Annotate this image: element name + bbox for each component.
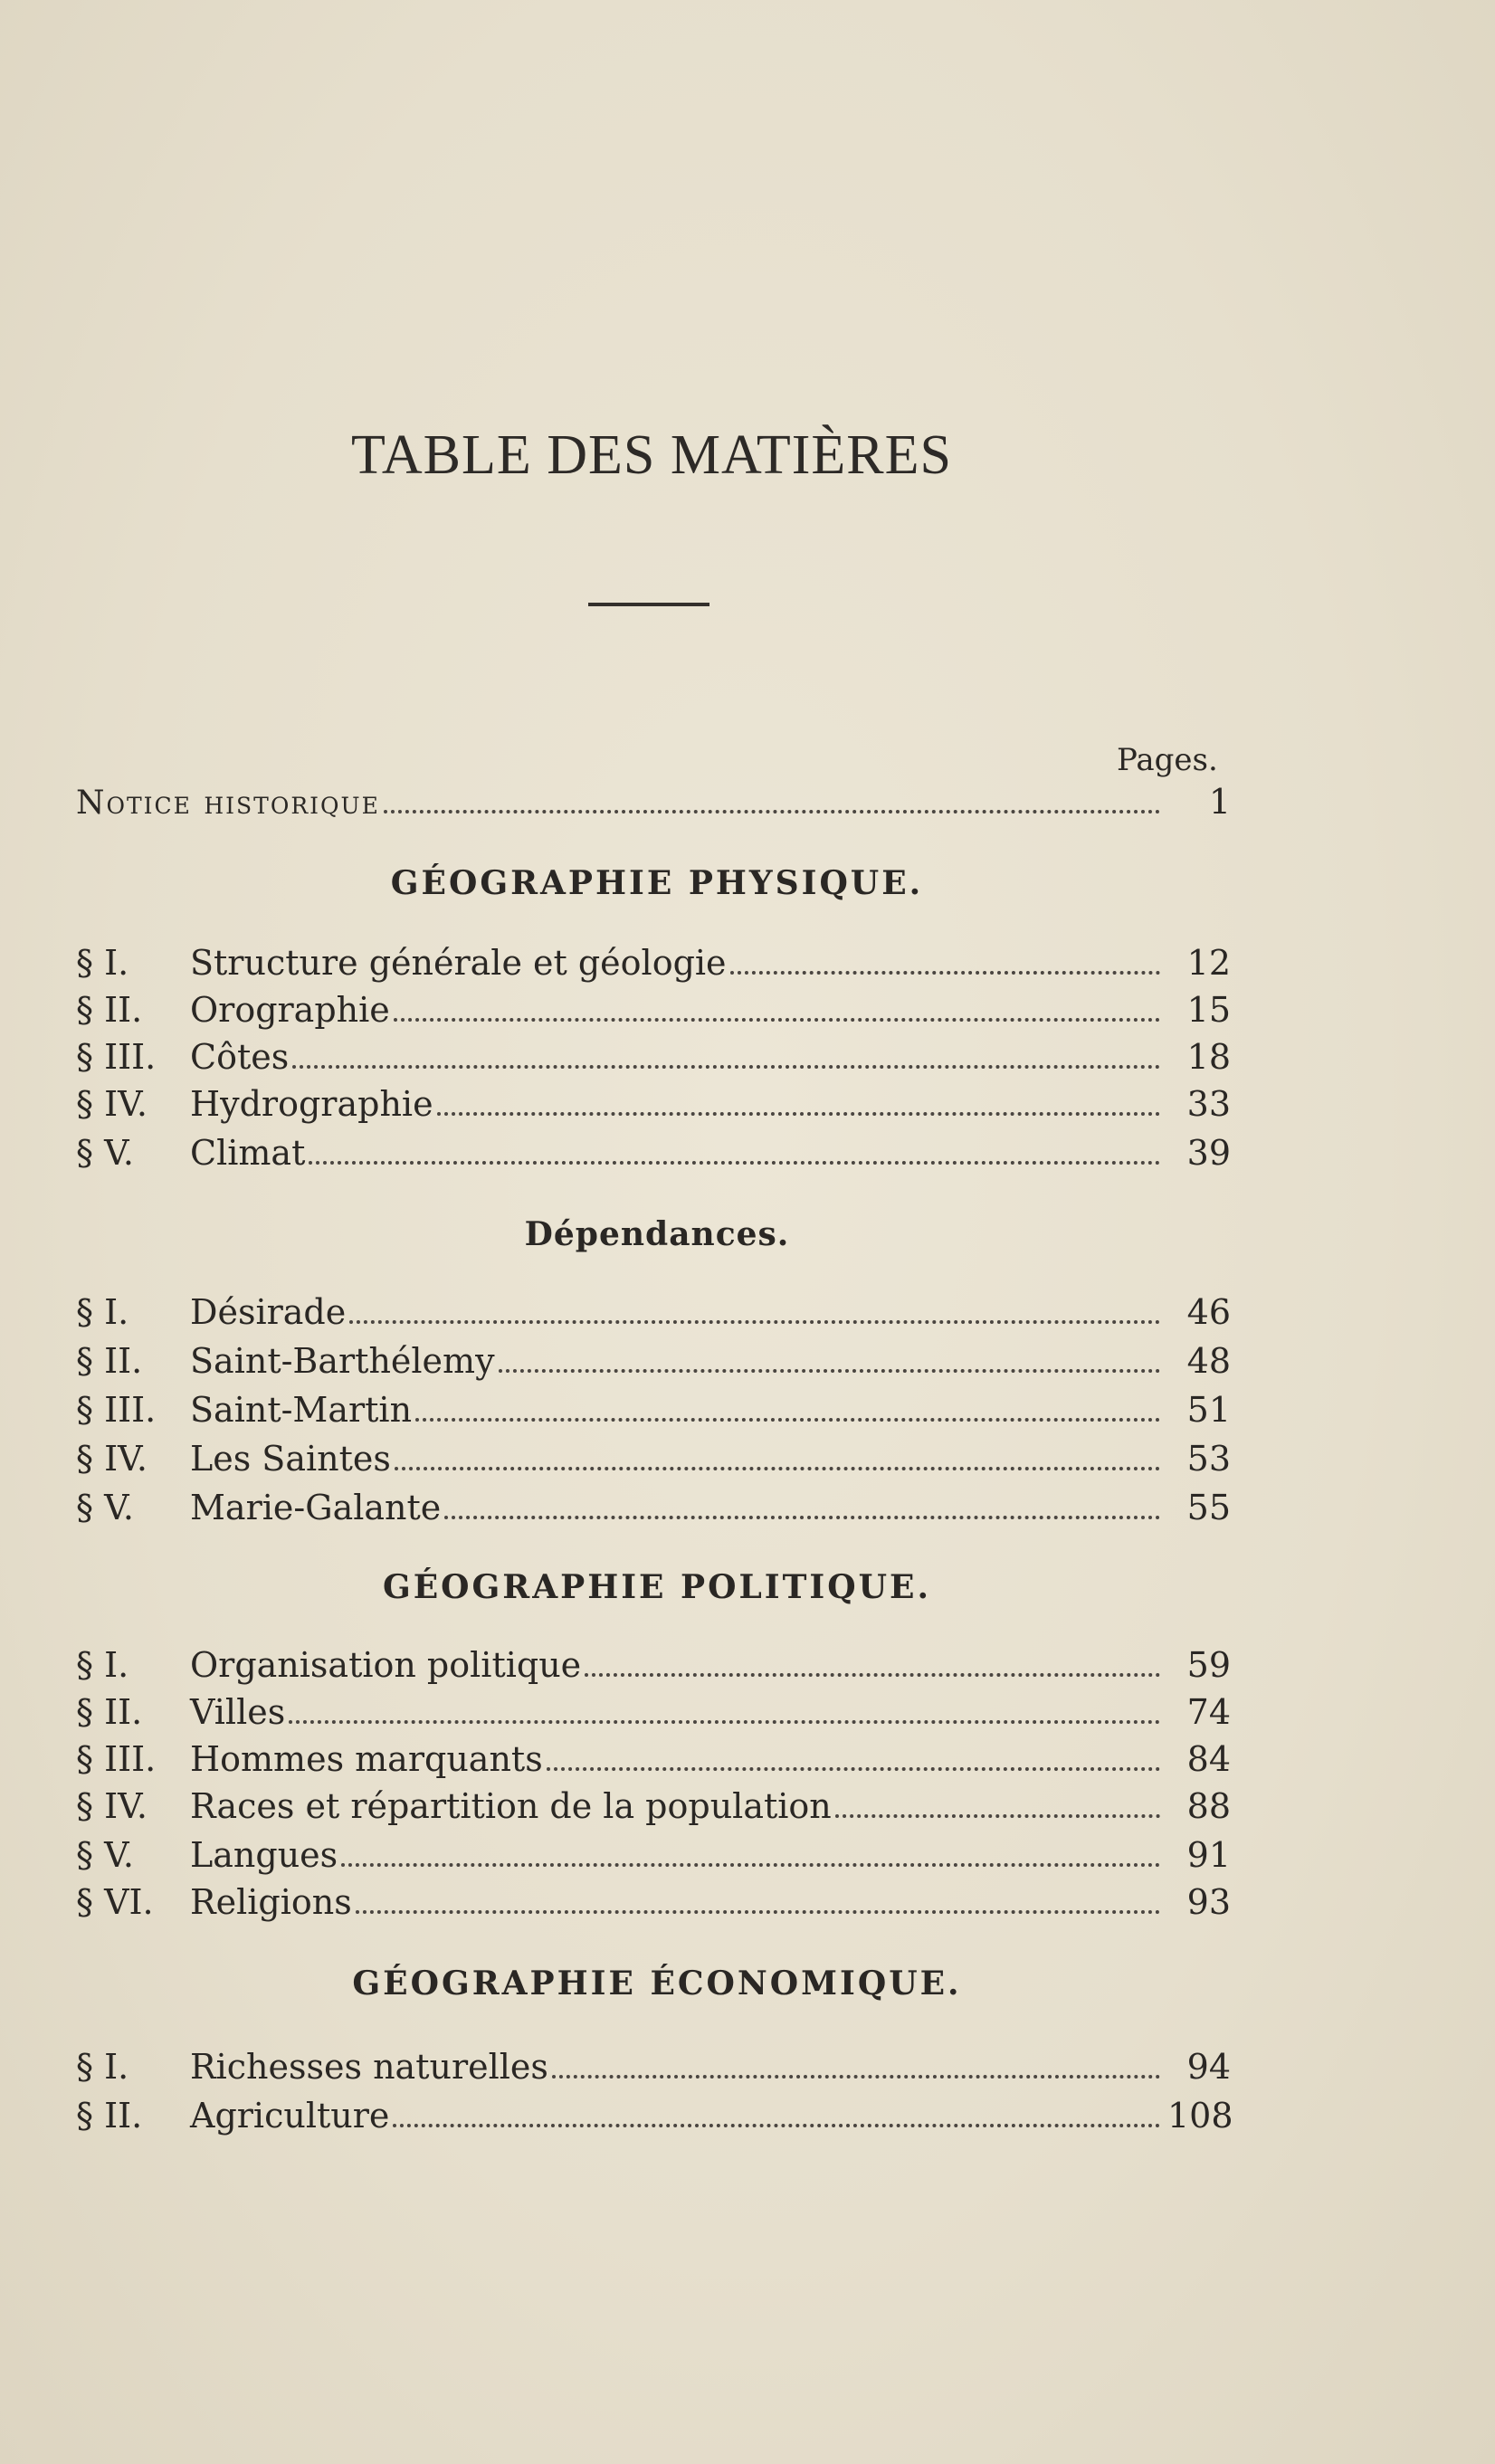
toc-entry-number: § III. — [76, 1037, 157, 1077]
toc-entry-label: Côtes — [190, 1037, 290, 1077]
dot-leader — [394, 1018, 1160, 1022]
dot-leader — [499, 1369, 1160, 1373]
toc-entry — [76, 1127, 1231, 1173]
toc-entry-page: 1 — [1208, 782, 1231, 822]
toc-entry-page: 48 — [1186, 1341, 1231, 1381]
toc-entry-label: Hommes marquants — [190, 1739, 543, 1779]
dot-leader — [393, 2124, 1160, 2127]
toc-entry-label: Villes — [190, 1692, 286, 1732]
dot-leader — [835, 1814, 1160, 1818]
toc-entry-label: Richesses naturelles — [190, 2047, 548, 2087]
toc-entry — [76, 1640, 1231, 1685]
toc-entry-number: § III. — [76, 1390, 157, 1430]
dot-leader — [341, 1863, 1160, 1867]
dot-leader — [730, 971, 1160, 975]
page-title: TABLE DES MATIÈRES — [350, 424, 953, 486]
toc-entry-page: 88 — [1186, 1786, 1231, 1826]
toc-entry-number: § I. — [76, 2047, 129, 2087]
toc-entry-number: § IV. — [76, 1786, 148, 1826]
toc-entry — [76, 2090, 1231, 2136]
toc-entry — [76, 1287, 1231, 1332]
toc-entry-notice — [76, 776, 1231, 822]
toc-entry — [76, 2041, 1231, 2087]
dot-leader — [289, 1720, 1160, 1724]
toc-entry-number: § V. — [76, 1133, 134, 1173]
toc-entry — [76, 1877, 1231, 1922]
toc-entry-number: § V. — [76, 1488, 134, 1527]
toc-entry-label: Climat — [190, 1133, 306, 1173]
dot-leader — [395, 1467, 1160, 1470]
toc-entry — [76, 1336, 1231, 1381]
toc-entry-label: Hydrographie — [190, 1084, 433, 1124]
toc-entry-label: Structure générale et géologie — [190, 943, 727, 983]
toc-entry-number: § II. — [76, 1692, 143, 1732]
toc-entry-page: 18 — [1186, 1037, 1231, 1077]
toc-entry — [76, 1734, 1231, 1779]
title-rule — [588, 603, 709, 606]
toc-entry — [76, 985, 1231, 1030]
toc-entry — [76, 1830, 1231, 1875]
dot-leader — [552, 2075, 1160, 2079]
toc-entry-page: 51 — [1186, 1390, 1231, 1430]
toc-entry-label: Religions — [190, 1882, 352, 1922]
toc-entry-number: § II. — [76, 1341, 143, 1381]
toc-entry-page: 55 — [1186, 1488, 1231, 1527]
toc-entry-number: § I. — [76, 1645, 129, 1685]
toc-entry-page: 108 — [1167, 2096, 1233, 2136]
toc-entry-label: Saint-Martin — [190, 1390, 413, 1430]
toc-entry-number: § IV. — [76, 1439, 148, 1479]
section-heading-dependances: Dépendances. — [524, 1215, 790, 1253]
toc-entry — [76, 937, 1231, 983]
toc-entry — [76, 1781, 1231, 1826]
dot-leader — [444, 1516, 1160, 1519]
toc-entry-number: § II. — [76, 2096, 143, 2136]
toc-entry-label: Agriculture — [190, 2096, 390, 2136]
toc-entry-label: Organisation politique — [190, 1645, 582, 1685]
toc-entry-number: § II. — [76, 990, 143, 1030]
toc-entry — [76, 1433, 1231, 1479]
toc-entry-number: § III. — [76, 1739, 157, 1779]
toc-entry-page: 93 — [1186, 1882, 1231, 1922]
toc-entry-number: § VI. — [76, 1882, 154, 1922]
toc-entry-label: Les Saintes — [190, 1439, 391, 1479]
toc-entry-number: § IV. — [76, 1084, 148, 1124]
toc-entry-number: § I. — [76, 943, 129, 983]
toc-entry-label: Langues — [190, 1835, 338, 1875]
pages-column-label: Pages. — [1117, 742, 1218, 778]
dot-leader — [547, 1767, 1160, 1771]
dot-leader — [292, 1065, 1160, 1069]
toc-entry-page: 91 — [1186, 1835, 1231, 1875]
dot-leader — [356, 1910, 1160, 1914]
toc-entry-label: Marie-Galante — [190, 1488, 442, 1527]
toc-entry-number: § I. — [76, 1292, 129, 1332]
toc-entry-label: Saint-Barthélemy — [190, 1341, 495, 1381]
toc-entry-label: Races et répartition de la population — [190, 1786, 832, 1826]
toc-entry-page: 59 — [1186, 1645, 1231, 1685]
dot-leader — [384, 810, 1160, 813]
dot-leader — [585, 1673, 1160, 1677]
toc-entry — [76, 1079, 1231, 1124]
toc-entry-page: 74 — [1186, 1692, 1231, 1732]
toc-entry-page: 12 — [1186, 943, 1231, 983]
dot-leader — [437, 1112, 1160, 1116]
toc-entry-label: Désirade — [190, 1292, 347, 1332]
section-heading-geographie-economique: GÉOGRAPHIE ÉCONOMIQUE. — [352, 1965, 962, 2003]
toc-entry-page: 15 — [1186, 990, 1231, 1030]
toc-entry-label: Notice historique — [76, 785, 380, 822]
toc-entry — [76, 1482, 1231, 1527]
toc-entry-page: 94 — [1186, 2047, 1231, 2087]
toc-entry — [76, 1687, 1231, 1732]
dot-leader — [415, 1418, 1160, 1422]
section-heading-geographie-politique: GÉOGRAPHIE POLITIQUE. — [383, 1568, 931, 1606]
dot-leader — [309, 1161, 1160, 1165]
toc-entry-page: 33 — [1186, 1084, 1231, 1124]
toc-entry-page: 84 — [1186, 1739, 1231, 1779]
toc-entry-number: § V. — [76, 1835, 134, 1875]
toc-entry — [76, 1032, 1231, 1077]
toc-entry-page: 53 — [1186, 1439, 1231, 1479]
dot-leader — [349, 1320, 1160, 1324]
toc-entry-label: Orographie — [190, 990, 390, 1030]
section-heading-geographie-physique: GÉOGRAPHIE PHYSIQUE. — [390, 864, 924, 902]
toc-entry-page: 46 — [1186, 1292, 1231, 1332]
toc-entry — [76, 1384, 1231, 1430]
toc-entry-page: 39 — [1186, 1133, 1231, 1173]
